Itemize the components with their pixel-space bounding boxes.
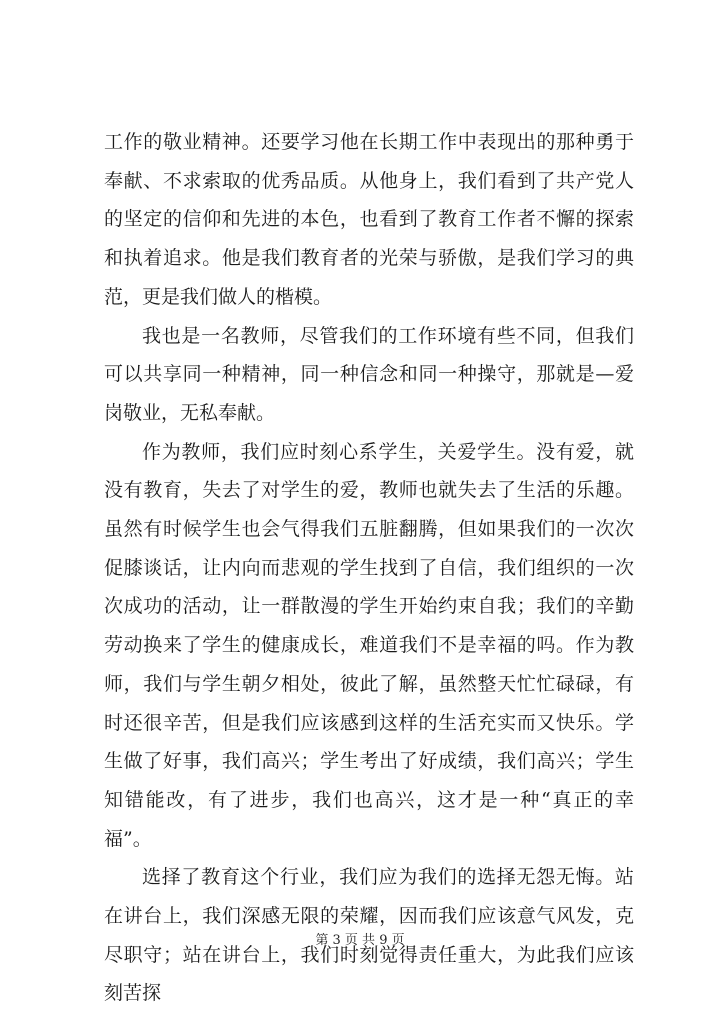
paragraph-1: 工作的敬业精神。还要学习他在长期工作中表现出的那种勇于奉献、不求索取的优秀品质。从他身上，我们看到了共产党人的坚定的信仰和先进的本色，也看到了教育工作者不懈的探索和执着追求。他是我们教育者的光荣与骄傲，是我们学习的典范，更是我们做人的楷模。: [104, 131, 634, 308]
page-footer: 第 3 页 共 9 页: [315, 933, 405, 948]
document-body: [104, 123, 634, 1013]
paragraph-3: 作为教师，我们应时刻心系学生，关爱学生。没有爱，就没有教育，失去了对学生的爱，教师也就失去了生活的乐趣。虽然有时候学生也会气得我们五脏翻腾，但如果我们的一次次促膝谈话，让内向而悲观的学生找到了自信，我们组织的一次次成功的活动，让一群散漫的学生开始约束自我；我们的辛勤劳动换来了学生的健康成长，难道我们不是幸福的吗。作为教师，我们与学生朝夕相处，彼此了解，虽然整天忙忙碌碌，有时还很辛苦，但是我们应该感到这样的生活充实而又快乐。学生做了好事，我们高兴；学生考出了好成绩，我们高兴；学生知错能改，有了进步，我们也高兴，这才是一种“真正的幸福”。: [104, 440, 634, 850]
paragraph-4: 选择了教育这个行业，我们应为我们的选择无怨无悔。站在讲台上，我们深感无限的荣耀，因而我们应该意气风发，克尽职守；站在讲台上，我们时刻觉得责任重大，为此我们应该刻苦探: [104, 866, 634, 1005]
paragraph-2: 我也是一名教师，尽管我们的工作环境有些不同，但我们可以共享同一种精神，同一种信念和同一种操守，那就是—爱岗敬业，无私奉献。: [104, 324, 634, 424]
